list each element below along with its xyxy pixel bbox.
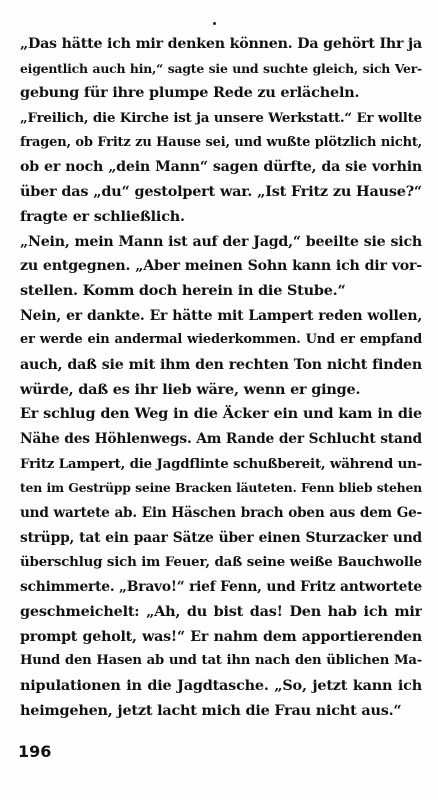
text-line: Nähe des Höhlenwegs. Am Rande der Schlucht stand bbox=[20, 431, 422, 447]
page-number: 196 bbox=[18, 742, 52, 761]
text-line: Er schlug den Weg in die Äcker ein und kam in die bbox=[20, 405, 422, 423]
text-line: nipulationen in die Jagdtasche. „So, jetzt kann ich bbox=[20, 676, 422, 694]
text-line: gebung für ihre plumpe Rede zu erlächeln. bbox=[20, 84, 360, 102]
text-line: „Nein, mein Mann ist auf der Jagd,“ beeilte sie sich bbox=[20, 233, 422, 250]
text-line: er werde ein andermal wiederkommen. Und er empfand bbox=[20, 332, 422, 348]
text-line: stellen. Komm doch herein in die Stube.“ bbox=[20, 281, 346, 299]
text-line: und wartete ab. Ein Häschen brach oben aus dem Ge- bbox=[20, 505, 422, 522]
text-line: Nein, er dankte. Er hätte mit Lampert reden wollen, bbox=[20, 307, 422, 324]
text-line: auch, daß sie mit ihm den rechten Ton nicht finden bbox=[20, 356, 422, 373]
text-line: würde, daß es ihr lieb wäre, wenn er ginge. bbox=[20, 380, 361, 398]
printer-mark bbox=[213, 22, 216, 25]
text-line: prompt geholt, was!“ Er nahm dem apportierenden bbox=[20, 628, 422, 645]
text-line: über das „du“ gestolpert war. „Ist Fritz zu Hause?“ bbox=[20, 183, 422, 201]
text-line: Hund den Hasen ab und tat ihn nach den üblichen Ma- bbox=[20, 653, 422, 669]
text-line: schimmerte. „Bravo!“ rief Fenn, und Fritz antwortete bbox=[20, 579, 422, 596]
text-line: überschlug sich im Feuer, daß seine weiße Bauchwolle bbox=[20, 554, 422, 571]
body-text bbox=[20, 32, 422, 723]
text-line: „Freilich, die Kirche ist ja unsere Werkstatt.“ Er wollte bbox=[20, 110, 422, 127]
text-line: ob er noch „dein Mann“ sagen dürfte, da sie vorhin bbox=[20, 159, 422, 176]
text-line: geschmeichelt: „Ah, du bist das! Den hab ich mir bbox=[20, 602, 422, 620]
text-line: „Das hätte ich mir denken können. Da gehört Ihr ja bbox=[20, 36, 422, 52]
text-line: ten im Gestrüpp seine Bracken läuteten. Fenn blieb stehen bbox=[20, 480, 422, 496]
text-line: zu entgegnen. „Aber meinen Sohn kann ich dir vor- bbox=[20, 258, 422, 275]
text-line: strüpp, tat ein paar Sätze über einen Sturzacker und bbox=[20, 529, 422, 546]
text-line: fragen, ob Fritz zu Hause sei, und wußte plötzlich nicht, bbox=[20, 134, 422, 150]
text-line: eigentlich auch hin,“ sagte sie und suchte gleich, sich Ver- bbox=[20, 60, 422, 76]
text-line: Fritz Lampert, die Jagdflinte schußbereit, während un- bbox=[20, 455, 422, 472]
text-line: fragte er schließlich. bbox=[20, 207, 185, 225]
text-line: heimgehen, jetzt lacht mich die Frau nicht aus.“ bbox=[20, 701, 402, 719]
